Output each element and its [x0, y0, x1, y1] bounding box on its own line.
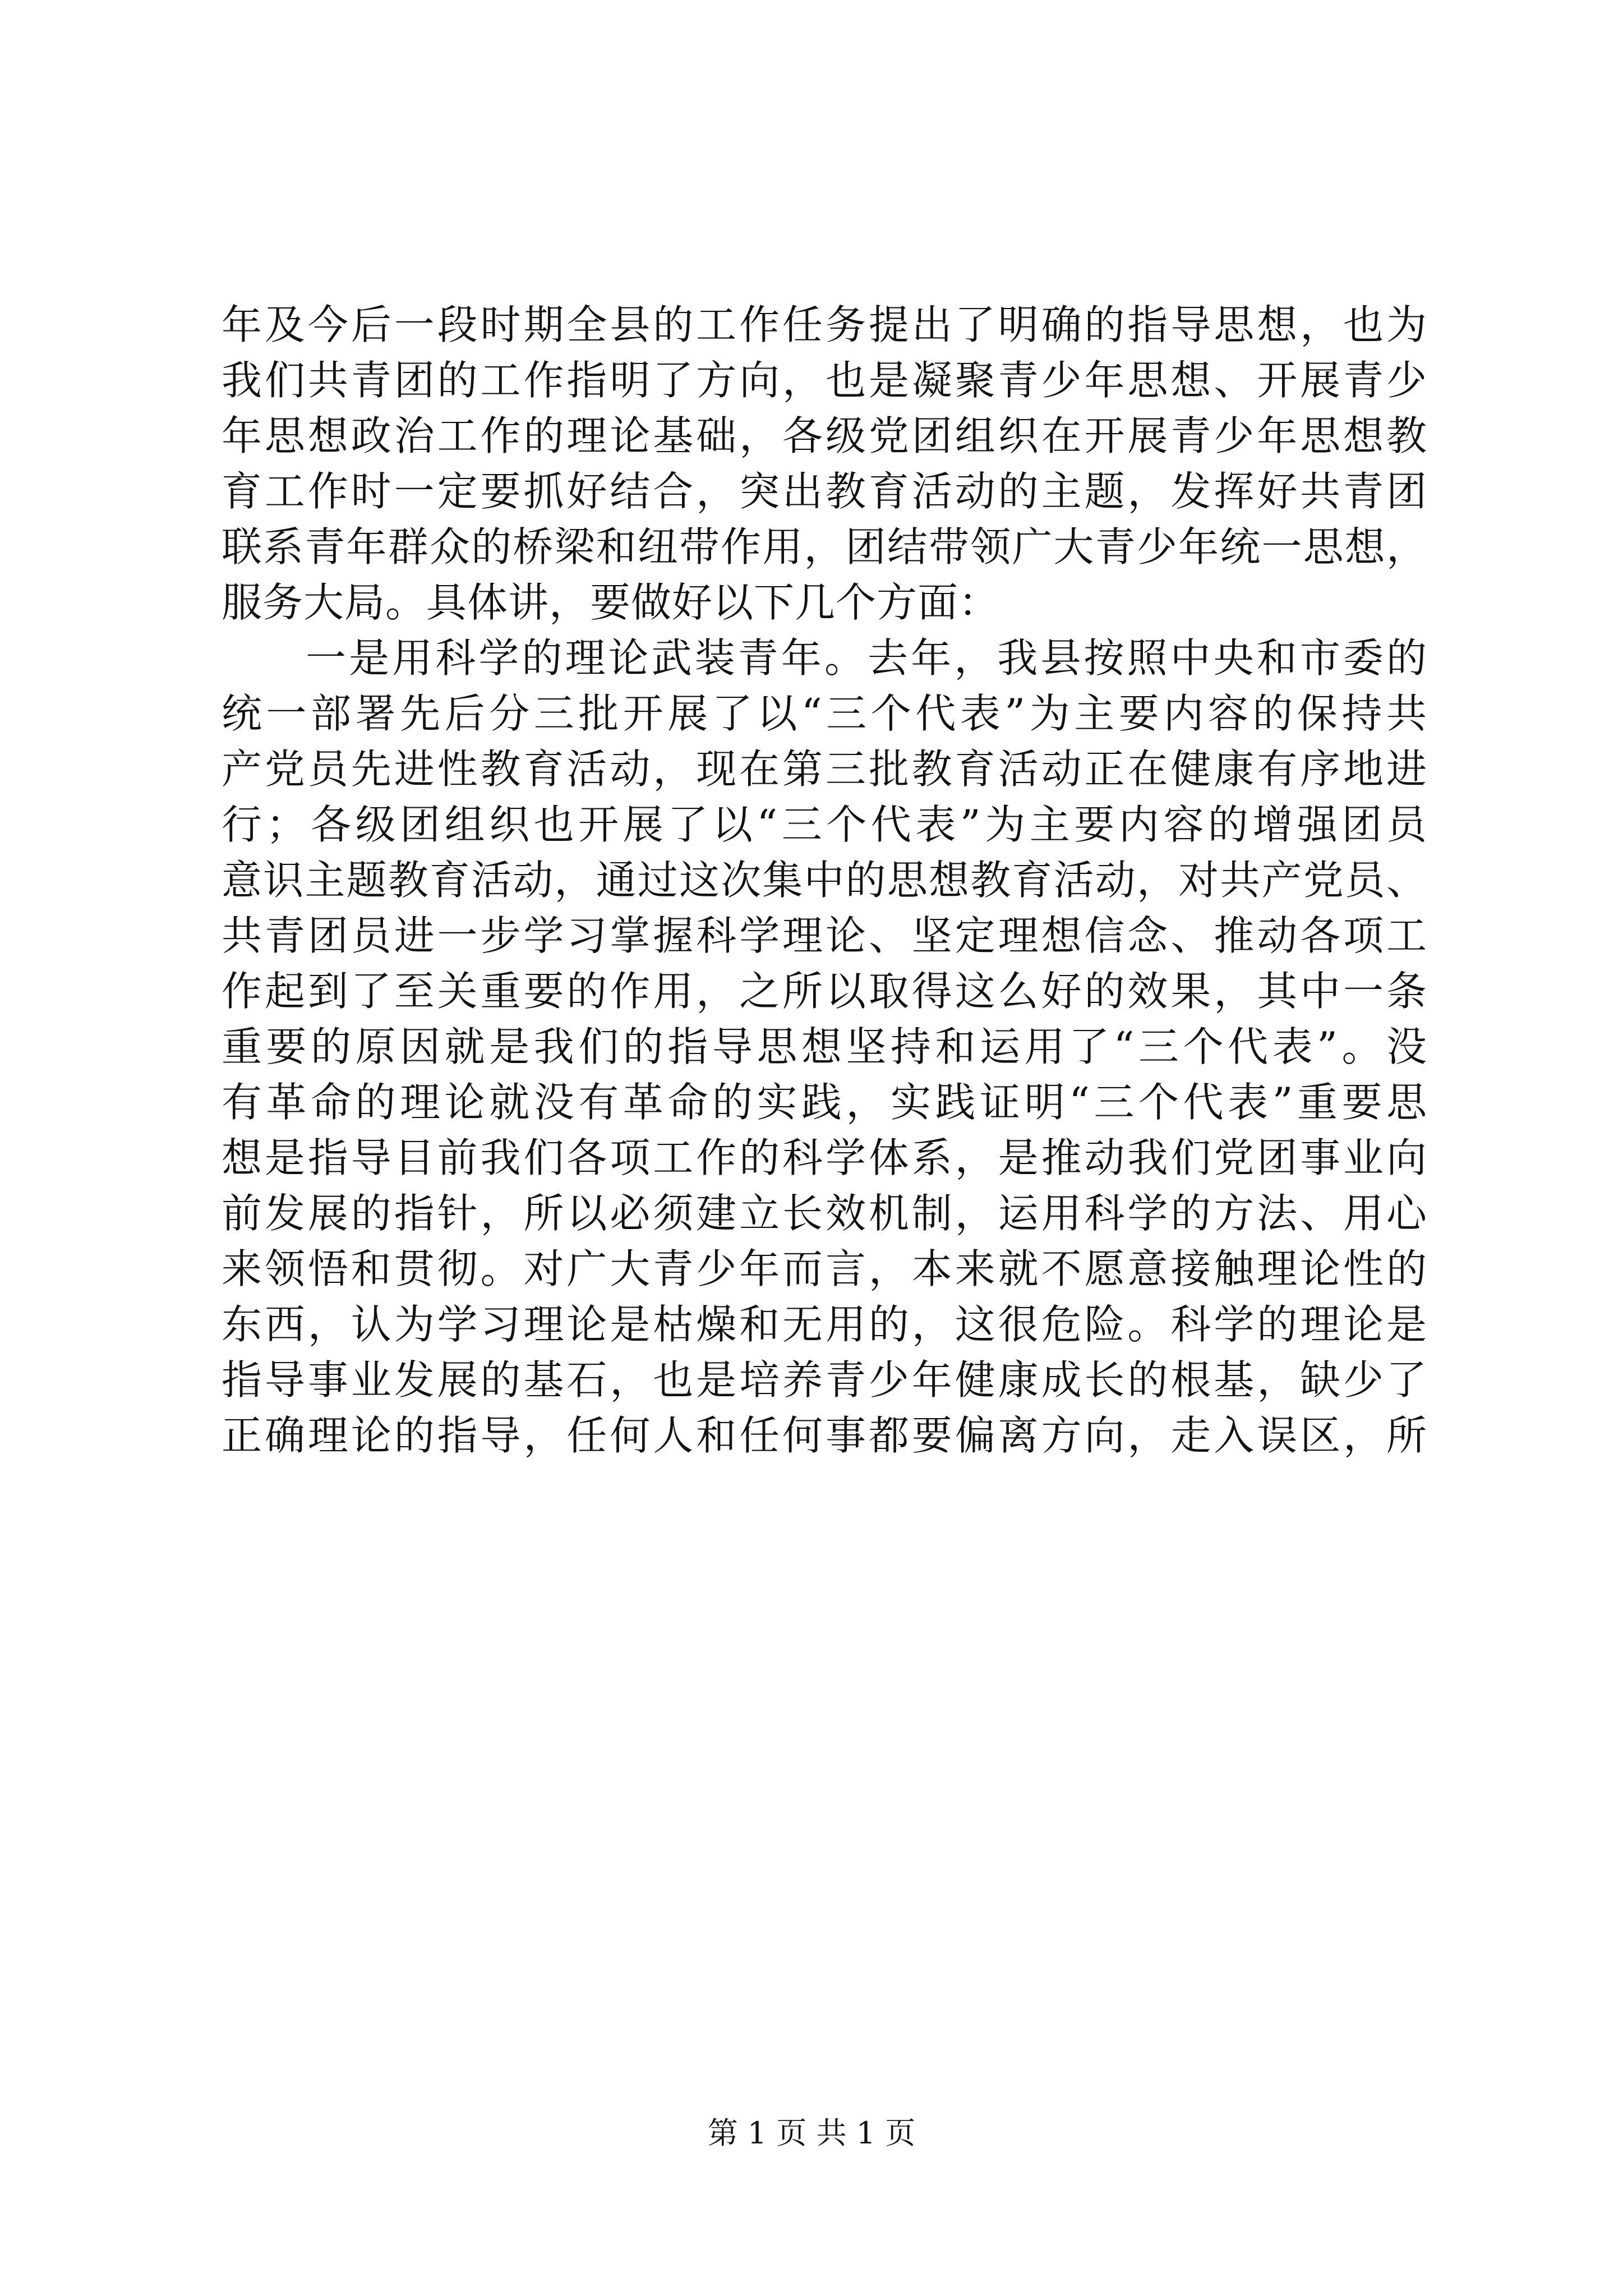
text-line-21: 正确理论的指导，任何人和任何事都要偏离方向，走入误区，所 — [222, 1412, 1427, 1459]
text-line-17: 前发展的指针，所以必须建立长效机制，运用科学的方法、用心 — [222, 1190, 1427, 1237]
text-line-8: 统一部署先后分三批开展了以“三个代表”为主要内容的保持共 — [222, 690, 1427, 737]
text-line-20: 指导事业发展的基石，也是培养青少年健康成长的根基，缺少了 — [222, 1356, 1427, 1404]
text-line-6: 服务大局。具体讲，要做好以下几个方面： — [222, 579, 1000, 626]
text-line-10: 行；各级团组织也开展了以“三个代表”为主要内容的增强团员 — [222, 801, 1427, 848]
text-line-7: 一是用科学的理论武装青年。去年，我县按照中央和市委的 — [306, 634, 1427, 682]
text-line-3: 年思想政治工作的理论基础，各级党团组织在开展青少年思想教 — [222, 412, 1427, 459]
text-line-5: 联系青年群众的桥梁和纽带作用，团结带领广大青少年统一思想， — [222, 523, 1427, 570]
text-line-19: 东西，认为学习理论是枯燥和无用的，这很危险。科学的理论是 — [222, 1301, 1427, 1348]
text-line-15: 有革命的理论就没有革命的实践，实践证明“三个代表”重要思 — [222, 1079, 1427, 1126]
text-line-13: 作起到了至关重要的作用，之所以取得这么好的效果，其中一条 — [222, 968, 1427, 1015]
text-line-4: 育工作时一定要抓好结合，突出教育活动的主题，发挥好共青团 — [222, 468, 1427, 515]
text-line-9: 产党员先进性教育活动，现在第三批教育活动正在健康有序地进 — [222, 746, 1427, 793]
page-indicator: 第 1 页 共 1 页 — [707, 2115, 916, 2151]
text-line-1: 年及今后一段时期全县的工作任务提出了明确的指导思想，也为 — [222, 301, 1427, 348]
text-line-16: 想是指导目前我们各项工作的科学体系，是推动我们党团事业向 — [222, 1134, 1427, 1181]
text-line-12: 共青团员进一步学习掌握科学理论、坚定理想信念、推动各项工 — [222, 912, 1427, 959]
page-footer — [0, 2114, 1623, 2153]
text-line-14: 重要的原因就是我们的指导思想坚持和运用了“三个代表”。没 — [222, 1023, 1427, 1070]
document-body — [222, 297, 1427, 1464]
text-line-18: 来领悟和贯彻。对广大青少年而言，本来就不愿意接触理论性的 — [222, 1245, 1427, 1292]
text-line-11: 意识主题教育活动，通过这次集中的思想教育活动，对共产党员、 — [222, 857, 1427, 904]
text-line-2: 我们共青团的工作指明了方向，也是凝聚青少年思想、开展青少 — [222, 357, 1427, 404]
